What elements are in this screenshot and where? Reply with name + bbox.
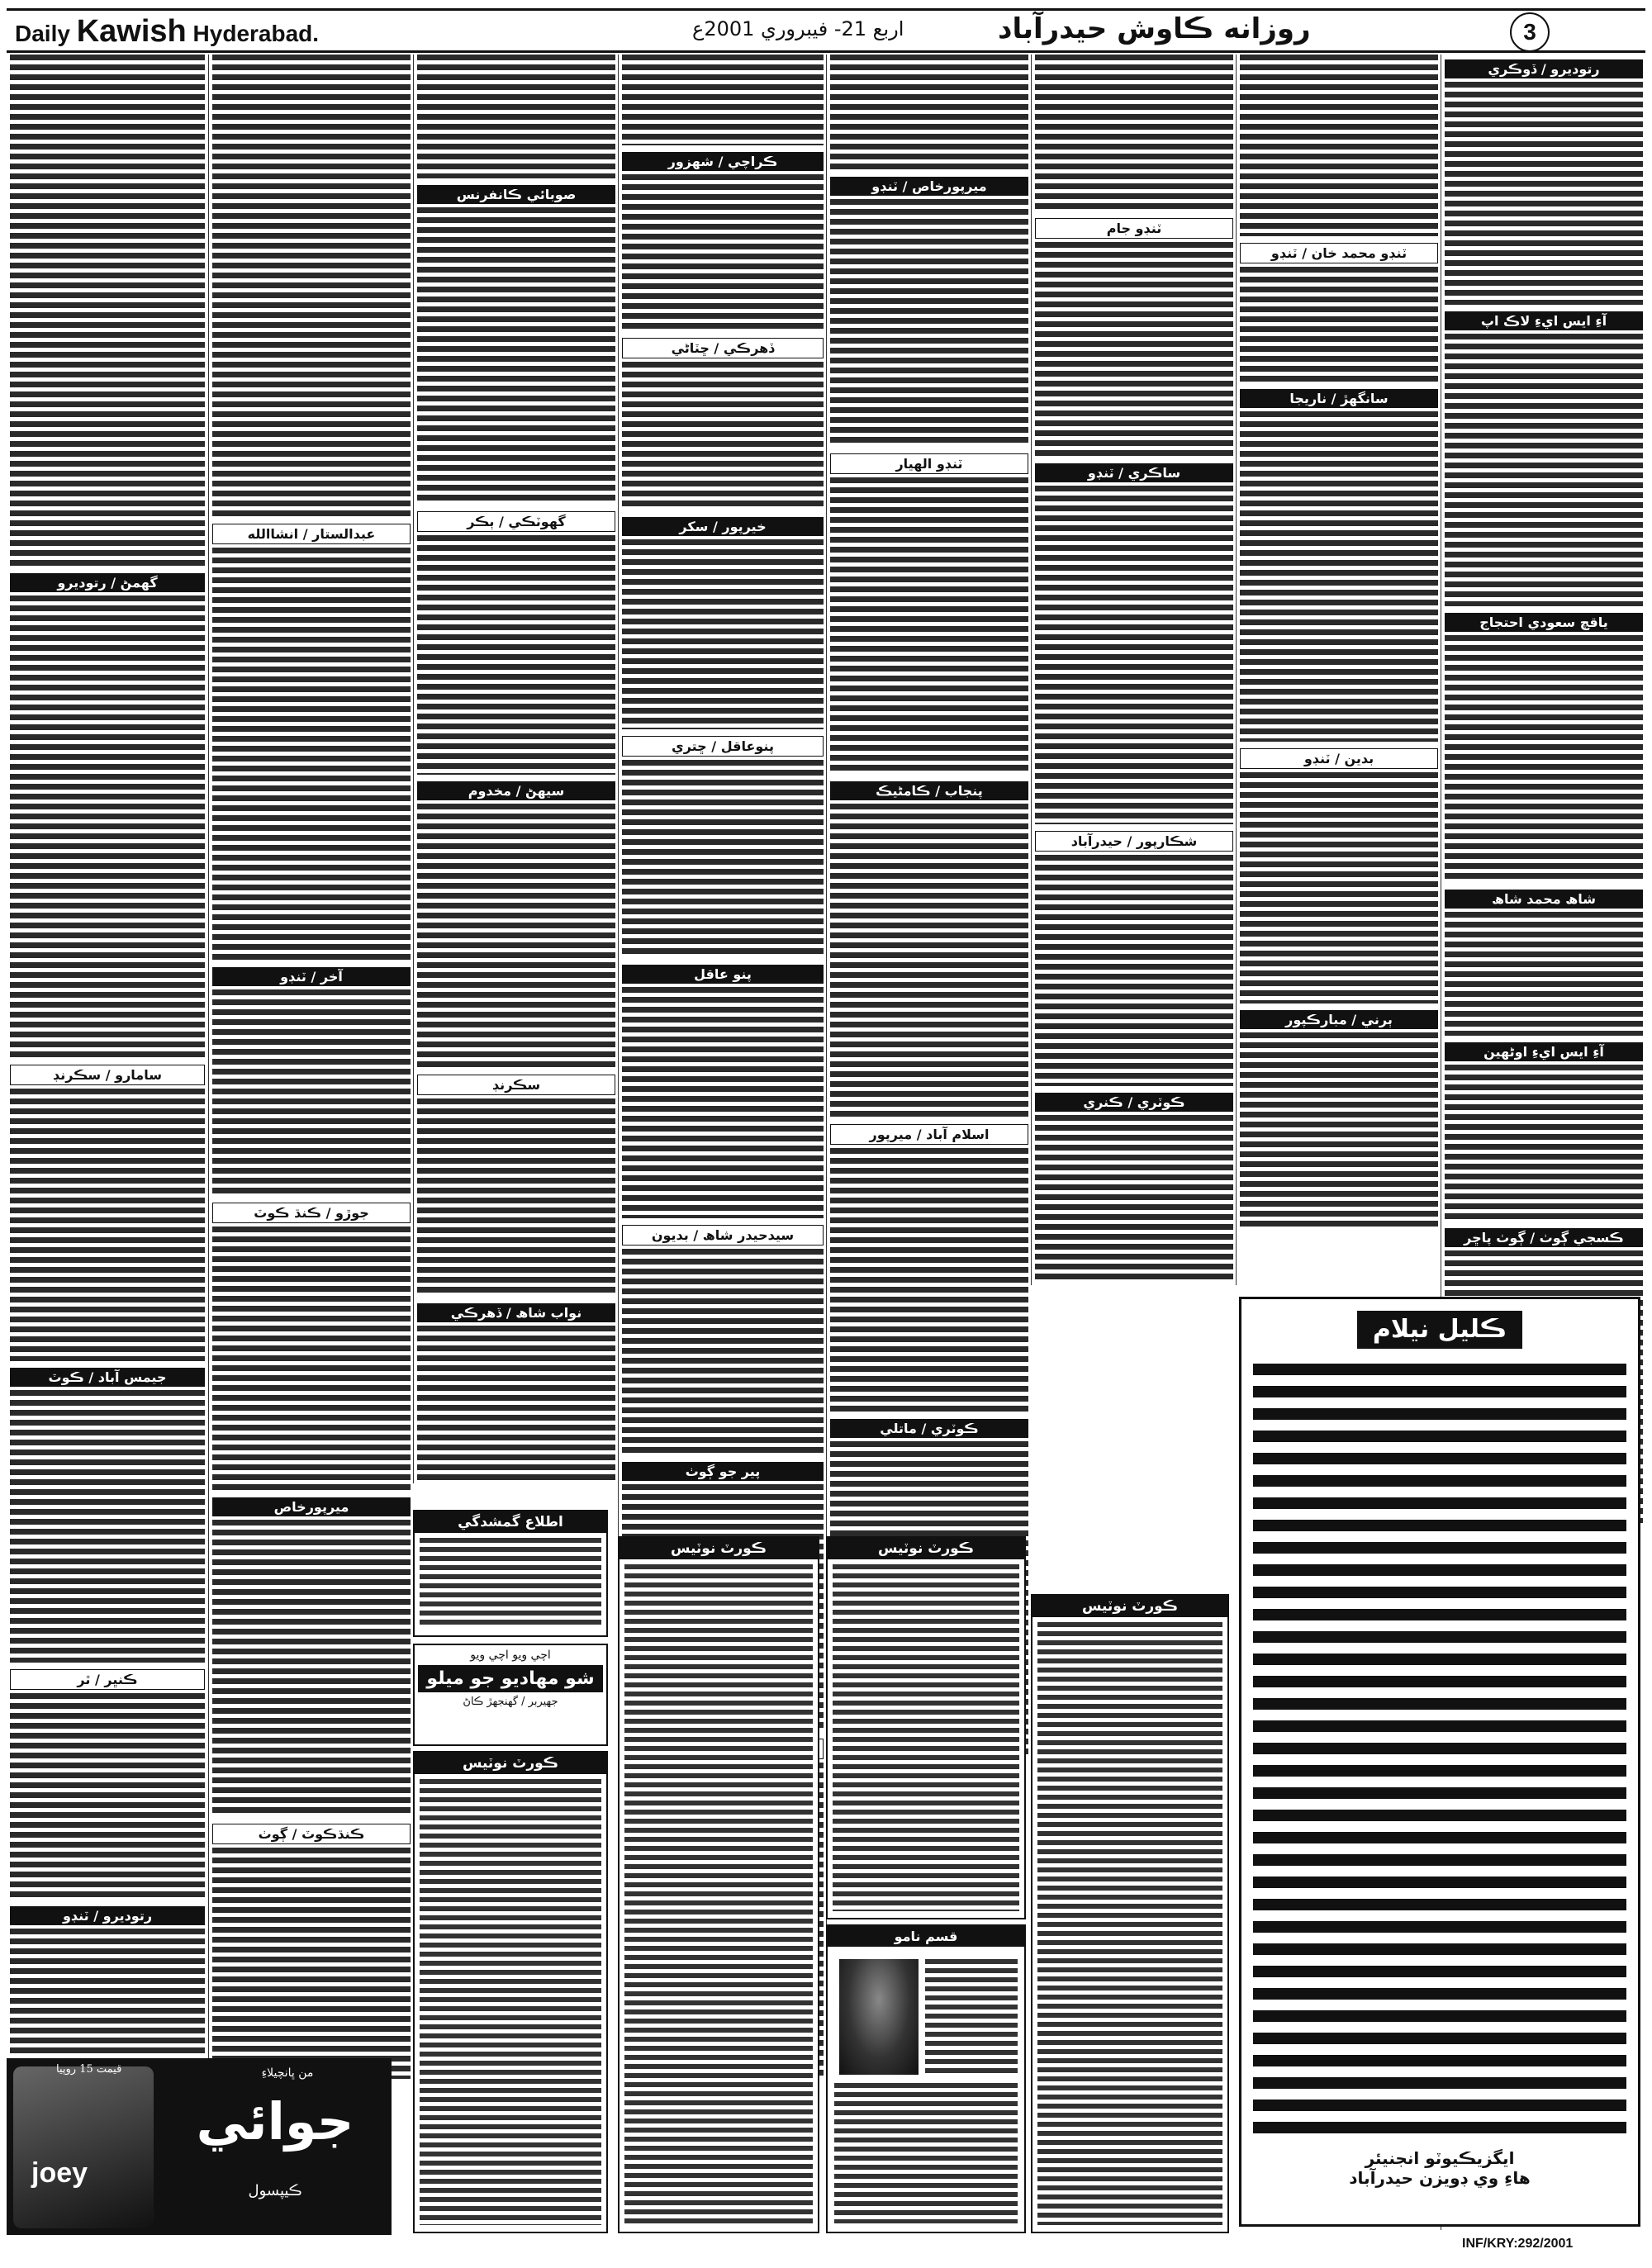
- story-body: [417, 535, 615, 775]
- story-headline: جوڙو / ڪنڌ ڪوٽ: [212, 1203, 411, 1223]
- story-body: [1240, 411, 1438, 742]
- masthead-daily: Daily: [15, 21, 70, 46]
- masthead-date: اربع 21- فيبروري 2001ع: [692, 17, 904, 40]
- court-notice: [826, 1536, 1026, 1919]
- story-body: [1035, 55, 1233, 211]
- photo-notice-body: [925, 1959, 1018, 2075]
- story-headline: جيمس آباد / ڪوٽ: [10, 1368, 205, 1387]
- story-body: [830, 477, 1028, 775]
- story-headline: پنوعاقل / ڇتري: [622, 736, 824, 757]
- story-body: [1240, 267, 1438, 382]
- story-headline: سڪرنڊ: [417, 1075, 615, 1095]
- court-notice-title: ڪورٽ نوٽيس: [620, 1538, 818, 1559]
- story: [417, 185, 615, 505]
- mela-ad: [413, 1644, 608, 1746]
- masthead-kawish: Kawish: [76, 14, 187, 49]
- story-headline: ڪوٽري / ڪنري: [1035, 1093, 1233, 1112]
- story: [622, 517, 824, 729]
- story-headline: سامارو / سڪرنڊ: [10, 1065, 205, 1085]
- auction-reference: INF/KRY:292/2001: [1462, 2237, 1574, 2251]
- story-body: [1240, 772, 1438, 1004]
- story-body: [417, 55, 615, 178]
- story-body: [622, 174, 824, 331]
- story-headline: پنو عاقل: [622, 965, 824, 984]
- story-headline: نواب شاھ / ڏهرڪي: [417, 1303, 615, 1322]
- court-notice-title: ڪورٽ نوٽيس: [1032, 1596, 1227, 1617]
- story-headline: ڪنڀر / ٿر: [10, 1669, 205, 1690]
- story-body: [622, 987, 824, 1218]
- story: [1035, 55, 1233, 211]
- ad-brand-logo: joey: [31, 2157, 88, 2189]
- ad-photo: [13, 2066, 154, 2228]
- story-body: [212, 989, 411, 1196]
- story-headline: ڪسجي ڳوٺ / ڳوٺ پاڇر: [1445, 1228, 1643, 1247]
- story-body: [10, 1089, 205, 1361]
- story: [1240, 243, 1438, 382]
- story-headline: شڪارپور / حيدرآباد: [1035, 831, 1233, 852]
- story: [417, 55, 615, 178]
- story-body: [622, 362, 824, 510]
- story-body: [417, 207, 615, 505]
- story-body: [622, 1249, 824, 1455]
- story-headline: گهوٽڪي / ٻڪر: [417, 511, 615, 532]
- story-body: [1445, 334, 1643, 606]
- story: [1035, 831, 1233, 1086]
- story-body: [1445, 912, 1643, 1036]
- story: [1445, 311, 1643, 606]
- court-notice-body: [420, 1779, 601, 2225]
- masthead-sindhi-title: روزانه ڪاوش حيدرآباد: [998, 12, 1311, 45]
- story: [622, 965, 824, 1218]
- story-body: [622, 539, 824, 729]
- story: [622, 736, 824, 958]
- auction-signature-line1: ايگزيڪيوٽو انجنيئر: [1365, 2148, 1515, 2168]
- story: [1240, 389, 1438, 742]
- story-headline: عبدالستار / انشاالله: [212, 524, 411, 544]
- ad-tagline: من ڀانچيلاءِ: [261, 2066, 314, 2080]
- story-body: [1035, 855, 1233, 1086]
- story-headline: ڪنڌڪوٽ / ڳوٺ: [212, 1824, 411, 1844]
- joey-capsule-ad: [7, 2058, 392, 2235]
- story: [622, 55, 824, 145]
- story: [830, 781, 1028, 1117]
- ad-product-sub: ڪيپسول: [248, 2182, 302, 2199]
- mela-ad-line1: اچي ويو اچي ويو: [470, 1649, 551, 1662]
- story: [417, 511, 615, 775]
- story-headline: ٽنڊو محمد خان / ٽنڊو: [1240, 243, 1438, 263]
- ad-price: قيمت 15 روپيا: [56, 2063, 122, 2076]
- story: [212, 1203, 411, 1491]
- story: [622, 338, 824, 510]
- story-headline: صوبائي ڪانفرنس: [417, 185, 615, 204]
- story-body: [1035, 1115, 1233, 1280]
- story: [212, 55, 411, 517]
- story: [417, 1303, 615, 1483]
- story: [1445, 59, 1643, 305]
- story-body: [417, 804, 615, 1068]
- story-body: [1445, 82, 1643, 305]
- story: [830, 177, 1028, 447]
- story-headline: بدين / ٽنڊو: [1240, 748, 1438, 769]
- auction-title: ڪليل نيلام: [1357, 1311, 1522, 1349]
- photo-notice-title: قسم نامو: [828, 1926, 1024, 1947]
- story: [1445, 1042, 1643, 1222]
- story-body: [1035, 486, 1233, 824]
- photo-notice-text: [834, 2083, 1018, 2223]
- story-body: [1445, 1065, 1643, 1222]
- story-body: [212, 1520, 411, 1817]
- story-headline: ڏهرڪي / ڇٽاڻي: [622, 338, 824, 358]
- column-2: [208, 55, 414, 2230]
- masthead-latin-title: [15, 14, 319, 50]
- story-body: [212, 548, 411, 961]
- story-body: [10, 55, 205, 567]
- story-headline: رتوديرو / ٽنڊو: [10, 1906, 205, 1925]
- story: [212, 1824, 411, 2079]
- column-7: [1236, 55, 1441, 1285]
- story: [830, 1124, 1028, 1412]
- story: [1035, 218, 1233, 457]
- story-body: [10, 1929, 205, 2053]
- story-headline: ڪراچي / شهزور: [622, 152, 824, 171]
- column-1: [7, 55, 208, 2053]
- story-headline: گهمڻ / رتوديرو: [10, 573, 205, 592]
- story-headline: آءِ ايس ايءِ لاڪ اپ: [1445, 311, 1643, 330]
- story-headline: اسلام آباد / ميرپور: [830, 1124, 1028, 1145]
- story-body: [10, 1693, 205, 1900]
- story: [1240, 1010, 1438, 1231]
- story-body: [1240, 55, 1438, 236]
- auction-signature-line2: هاءِ وي ڊويزن حيدرآباد: [1349, 2168, 1531, 2188]
- story-headline: سيدحيدر شاھ / بديون: [622, 1225, 824, 1246]
- story-headline: سيهڻ / مخدوم: [417, 781, 615, 800]
- story: [212, 524, 411, 961]
- story-headline: آخر / ٽنڊو: [212, 967, 411, 986]
- lost-notice-body: [420, 1538, 601, 1629]
- story-body: [830, 804, 1028, 1117]
- story: [212, 967, 411, 1196]
- story-body: [830, 55, 1028, 170]
- story-headline: ياقچ سعودي احتجاج: [1445, 613, 1643, 632]
- story-body: [622, 55, 824, 145]
- photo-notice: [826, 1924, 1026, 2233]
- story-body: [622, 760, 824, 958]
- story: [830, 55, 1028, 170]
- column-6: [1031, 55, 1237, 1285]
- story: [10, 55, 205, 567]
- story: [1240, 748, 1438, 1004]
- story: [622, 1225, 824, 1455]
- court-notice-body: [1037, 1622, 1222, 2225]
- auction-ad: [1239, 1297, 1640, 2227]
- masthead-city: Hyderabad.: [192, 21, 320, 46]
- story-headline: ميرپورخاص / ٽنڊو: [830, 177, 1028, 196]
- story-headline: ميرپورخاص: [212, 1497, 411, 1516]
- story: [417, 781, 615, 1068]
- story-headline: ٻرني / مبارڪپور: [1240, 1010, 1438, 1029]
- story: [10, 1065, 205, 1361]
- masthead: [7, 8, 1645, 53]
- story-body: [10, 595, 205, 1058]
- person-photo: [839, 1959, 919, 2075]
- story-body: [212, 1227, 411, 1491]
- story-body: [830, 199, 1028, 447]
- ad-product-name: جوائي: [196, 2091, 354, 2152]
- story-headline: شاھ محمد شاھ: [1445, 890, 1643, 909]
- story: [10, 1368, 205, 1663]
- lost-notice-title: اطلاع گمشدگي: [415, 1511, 606, 1533]
- story: [830, 453, 1028, 775]
- story-body: [1240, 1032, 1438, 1231]
- story-headline: خيرپور / سکر: [622, 517, 824, 536]
- story-headline: ٽنڊو جام: [1035, 218, 1233, 239]
- story: [1240, 55, 1438, 236]
- mela-ad-line2: شو مهاديو جو ميلو: [418, 1665, 603, 1692]
- court-notice: [1031, 1594, 1229, 2233]
- story: [10, 1906, 205, 2053]
- court-notice: [618, 1536, 819, 2233]
- court-notice-body: [624, 1564, 813, 2225]
- story: [1035, 463, 1233, 824]
- story: [10, 1669, 205, 1900]
- auction-body: [1253, 1364, 1626, 2133]
- story: [1445, 890, 1643, 1036]
- court-notice-body: [833, 1564, 1019, 1911]
- story-body: [417, 1098, 615, 1297]
- story-headline: ڪوٽري / ماتلي: [830, 1419, 1028, 1438]
- column-3: [413, 55, 619, 1483]
- story: [1035, 1093, 1233, 1280]
- story-headline: ساڪري / ٽنڊو: [1035, 463, 1233, 482]
- story: [622, 152, 824, 331]
- auction-signature: [1253, 2148, 1626, 2206]
- story: [212, 1497, 411, 1817]
- page-number: 3: [1510, 12, 1550, 52]
- story-headline: سانگهڙ / ناريجا: [1240, 389, 1438, 408]
- story: [10, 573, 205, 1058]
- story-headline: آءِ ايس ايءِ اوڻهين: [1445, 1042, 1643, 1061]
- lost-notice: [413, 1510, 608, 1637]
- story-body: [1445, 635, 1643, 883]
- court-notice: [413, 1751, 608, 2233]
- story-body: [212, 55, 411, 517]
- story-body: [212, 1848, 411, 2079]
- story-headline: پنجاب / ڪامڻيڪ: [830, 781, 1028, 800]
- story: [417, 1075, 615, 1297]
- story-headline: پير جو ڳوٺ: [622, 1462, 824, 1481]
- story-body: [10, 1390, 205, 1663]
- story-body: [830, 1148, 1028, 1412]
- court-notice-title: ڪورٽ نوٽيس: [828, 1538, 1024, 1559]
- story-headline: ٽنڊو الهيار: [830, 453, 1028, 474]
- story-body: [1035, 242, 1233, 457]
- story-body: [417, 1326, 615, 1483]
- court-notice-title: ڪورٽ نوٽيس: [415, 1753, 606, 1774]
- story-headline: رتوديرو / ڏوڪري: [1445, 59, 1643, 78]
- mela-ad-line3: جهيربر / گهنجهڙ ڪاڻ: [463, 1696, 558, 1708]
- story: [1445, 613, 1643, 883]
